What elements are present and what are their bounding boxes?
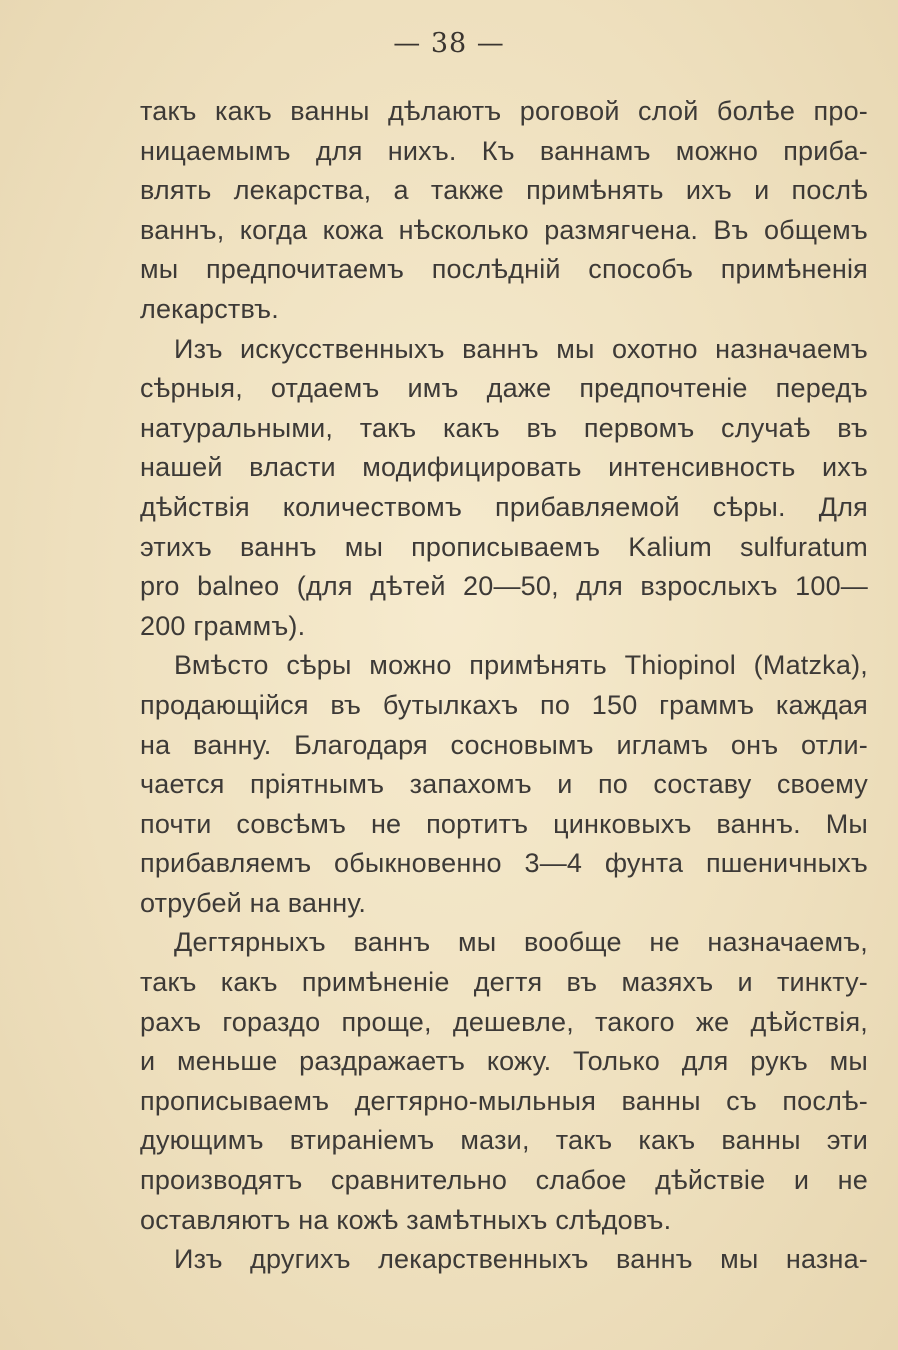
paragraph-first-line: Изъ искусственныхъ ваннъ мы охотно назначаемъ bbox=[174, 333, 868, 364]
text-line: влять лекарства, а также примѣнять ихъ и послѣ bbox=[140, 175, 868, 206]
paragraph-first-line: Вмѣсто сѣры можно примѣнять Thiopinol (Matzka), bbox=[174, 650, 868, 681]
page-number: — 38 — bbox=[393, 28, 505, 59]
text-line: натуральными, такъ какъ въ первомъ случаѣ въ bbox=[140, 412, 868, 443]
text-line: дующимъ втираніемъ мази, такъ какъ ванны эти bbox=[140, 1125, 868, 1156]
text-line: производятъ сравнительно слабое дѣйствіе и не bbox=[140, 1165, 868, 1196]
text-line: дѣйствія количествомъ прибавляемой сѣры. Для bbox=[140, 491, 868, 522]
paragraph-first-line: Дегтярныхъ ваннъ мы вообще не назначаемъ, bbox=[174, 927, 868, 958]
text-line: прибавляемъ обыкновенно 3—4 фунта пшеничныхъ bbox=[140, 848, 868, 879]
paragraph-first-line: Изъ другихъ лекарственныхъ ваннъ мы назна- bbox=[174, 1244, 868, 1275]
text-line: такъ какъ ванны дѣлаютъ роговой слой болѣе про- bbox=[140, 96, 868, 126]
text-line: чается пріятнымъ запахомъ и по составу своему bbox=[140, 769, 868, 800]
text-line: сѣрныя, отдаемъ имъ даже предпочтеніе передъ bbox=[140, 373, 868, 404]
text-line: ваннъ, когда кожа нѣсколько размягчена. Въ общемъ bbox=[140, 214, 868, 245]
text-line: 200 граммъ). bbox=[140, 610, 306, 641]
text-line: мы предпочитаемъ послѣдній способъ примѣненія bbox=[140, 254, 868, 285]
body-text bbox=[140, 92, 868, 1280]
text-line: оставляютъ на кожѣ замѣтныхъ слѣдовъ. bbox=[140, 1204, 672, 1235]
text-line: почти совсѣмъ не портитъ цинковыхъ ваннъ. Мы bbox=[140, 808, 868, 839]
text-line: отрубей на ванну. bbox=[140, 887, 367, 918]
text-line: лекарствъ. bbox=[140, 293, 279, 324]
text-line: прописываемъ дегтярно-мыльныя ванны съ послѣ- bbox=[140, 1085, 868, 1116]
text-line: и меньше раздражаетъ кожу. Только для рукъ мы bbox=[140, 1046, 868, 1077]
text-line: этихъ ваннъ мы прописываемъ Kalium sulfuratum bbox=[140, 531, 868, 562]
text-line: pro balneo (для дѣтей 20—50, для взрослыхъ 100— bbox=[140, 571, 868, 602]
text-line: продающійся въ бутылкахъ по 150 граммъ каждая bbox=[140, 689, 868, 720]
text-line: такъ какъ примѣненіе дегтя въ мазяхъ и тинкту- bbox=[140, 967, 868, 998]
text-line: рахъ гораздо проще, дешевле, такого же дѣйствія, bbox=[140, 1006, 868, 1037]
text-line: на ванну. Благодаря сосновымъ игламъ онъ отли- bbox=[140, 729, 868, 760]
text-line: нашей власти модифицировать интенсивность ихъ bbox=[140, 452, 868, 483]
text-line: ницаемымъ для нихъ. Къ ваннамъ можно приба- bbox=[140, 135, 868, 166]
